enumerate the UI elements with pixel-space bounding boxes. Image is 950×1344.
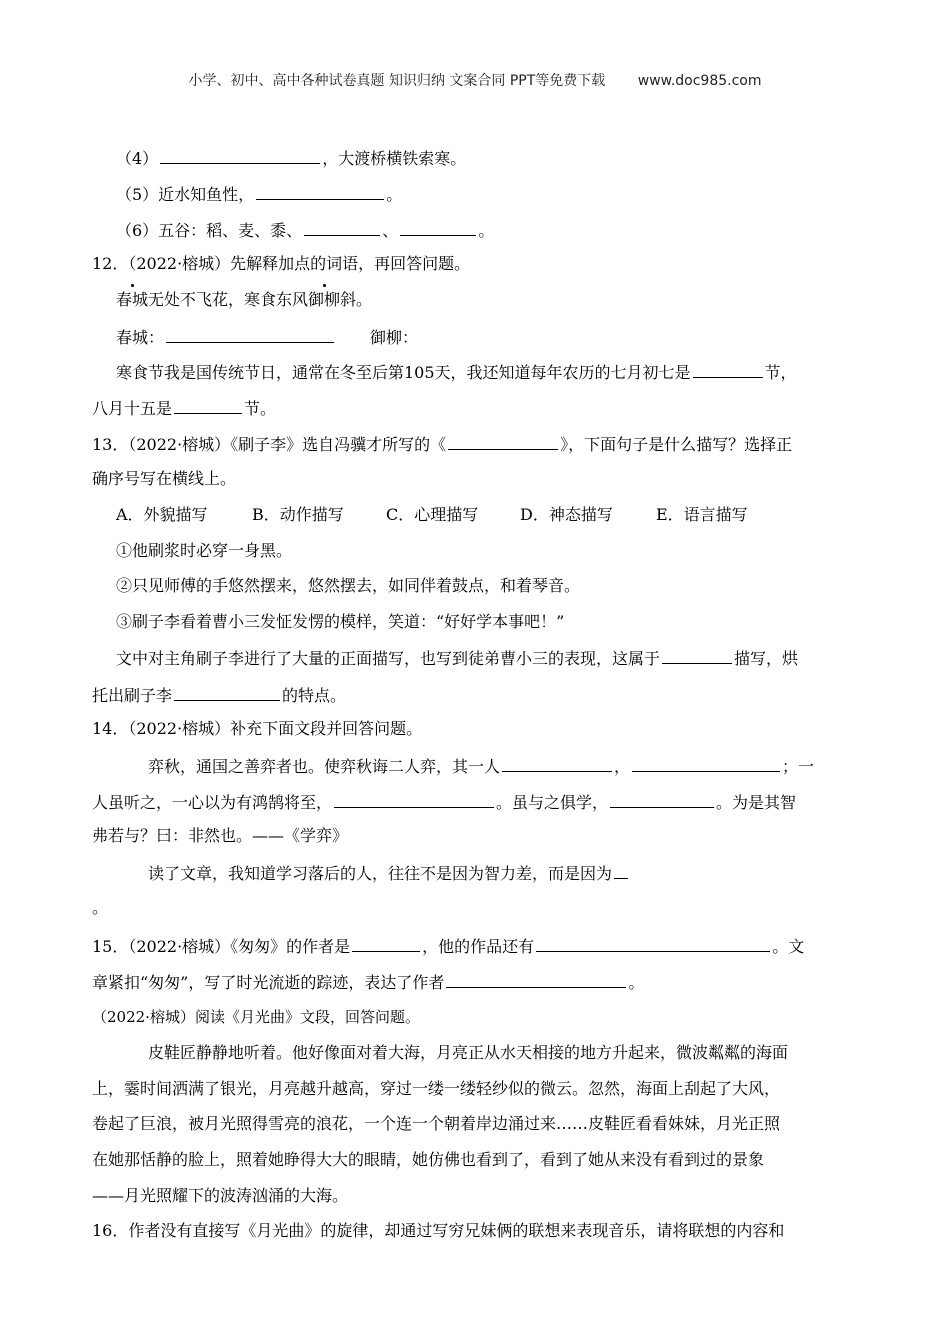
header-site: www.doc985.com: [637, 73, 762, 89]
answer-blank[interactable]: [166, 326, 334, 343]
answer-blank[interactable]: [304, 219, 380, 236]
q14-para-1: 弈秋，通国之善弈者也。使弈秋诲二人弈，其一人 ， ；一: [148, 757, 815, 776]
q13-options: [116, 505, 886, 525]
reading-para-4: 在她那恬静的脸上，照着她睁得大大的眼睛，她仿佛也看到了，看到了她从来没有看到过的景象: [92, 1150, 765, 1169]
option-d: D．神态描写: [520, 505, 613, 524]
answer-blank[interactable]: [614, 862, 628, 879]
q13-sentence-1: ①他刷浆时必穿一身黑。: [116, 541, 293, 560]
answer-blank[interactable]: [352, 935, 420, 952]
answer-blank[interactable]: [448, 433, 558, 450]
q12-poem-line: 春城无处不飞花，寒食东风御柳斜。: [116, 290, 373, 309]
reading-para-2: 上，霎时间洒满了银光，月亮越升越高，穿过一缕一缕轻纱似的微云。忽然，海面上刮起了大风，: [92, 1079, 781, 1098]
dotted-word-chuncheng: 春城: [116, 290, 149, 309]
q14-para-3: 弗若与？曰：非然也。——《学弈》: [92, 826, 349, 845]
answer-blank[interactable]: [400, 219, 476, 236]
q12-stem: 12．（2022·榕城）先解释加点的词语，再回答问题。: [92, 254, 471, 273]
q12-festival-line: 寒食节我是国传统节日，通常在冬至后第105天，我还知道每年农历的七月初七是 节，: [116, 363, 797, 382]
answer-blank[interactable]: [693, 361, 763, 378]
option-a: A．外貌描写: [116, 505, 208, 524]
answer-blank[interactable]: [446, 971, 626, 988]
q11-item-6: （6）五谷：稻、麦、黍、 、 。: [116, 221, 495, 240]
q14-stem: 14．（2022·榕城）补充下面文段并回答问题。: [92, 719, 423, 738]
page-header: [0, 70, 950, 90]
q11-item-5: （5）近水知鱼性， 。: [116, 185, 403, 204]
answer-blank[interactable]: [174, 397, 242, 414]
answer-blank[interactable]: [334, 791, 494, 808]
option-c: C．心理描写: [386, 505, 479, 524]
answer-blank[interactable]: [502, 755, 612, 772]
q12-explain-line: 春城： 御柳：: [116, 328, 419, 347]
answer-blank[interactable]: [160, 147, 320, 164]
q13-tail-2: 托出刷子李 的特点。: [92, 686, 347, 705]
answer-blank[interactable]: [536, 935, 770, 952]
q13-stem-2: 确序号写在横线上。: [92, 469, 237, 488]
q16-stem: 16．作者没有直接写《月光曲》的旋律，却通过写穷兄妹俩的联想来表现音乐，请将联想的内容和: [92, 1221, 785, 1240]
reading-para-3: 卷起了巨浪，被月光照得雪亮的浪花，一个连一个朝着岸边涌过来……皮鞋匠看看妹妹，月光正照: [92, 1114, 781, 1133]
q13-sentence-2: ②只见师傅的手悠然摆来，悠然摆去，如同伴着鼓点，和着琴音。: [116, 576, 581, 595]
answer-blank[interactable]: [632, 755, 780, 772]
q14-para-4: 读了文章，我知道学习落后的人，往往不是因为智力差，而是因为: [148, 862, 918, 884]
q14-para-5: 。: [92, 898, 109, 917]
q13-stem: 13．（2022·榕城）《刷子李》选自冯骥才所写的《 》，下面句子是什么描写？选择正: [92, 435, 793, 454]
reading-para-1: 皮鞋匠静静地听着。他好像面对着大海，月亮正从水天相接的地方升起来，微波粼粼的海面: [148, 1043, 789, 1062]
q15-line-2: 章紧扣“匆匆”，写了时光流逝的踪迹，表达了作者 。: [92, 973, 645, 992]
q13-sentence-3: ③刷子李看着曹小三发怔发愣的模样，笑道：“好好学本事吧！”: [116, 612, 565, 631]
header-text: 小学、初中、高中各种试卷真题 知识归纳 文案合同 PPT等免费下载: [188, 73, 606, 89]
q15-stem: 15．（2022·榕城）《匆匆》的作者是 ，他的作品还有 。文: [92, 937, 805, 956]
reading-para-5: ——月光照耀下的波涛汹涌的大海。: [92, 1186, 349, 1205]
answer-blank[interactable]: [174, 684, 280, 701]
q11-item-4: （4） ，大渡桥横铁索寒。: [116, 149, 467, 168]
option-e: E．语言描写: [656, 505, 748, 524]
q13-tail: 文中对主角刷子李进行了大量的正面描写，也写到徒弟曹小三的表现，这属于 描写，烘: [116, 649, 799, 668]
answer-blank[interactable]: [256, 183, 384, 200]
q12-festival-line-2: 八月十五是 节。: [92, 399, 277, 418]
reading-stem: （2022·榕城）阅读《月光曲》文段，回答问题。: [92, 1008, 420, 1026]
dotted-word-yuliu: 御柳: [308, 290, 341, 309]
answer-blank[interactable]: [610, 791, 714, 808]
q14-para-2: 人虽听之，一心以为有鸿鹄将至， 。虽与之俱学， 。为是其智: [92, 793, 797, 812]
option-b: B．动作描写: [252, 505, 344, 524]
answer-blank[interactable]: [662, 647, 732, 664]
